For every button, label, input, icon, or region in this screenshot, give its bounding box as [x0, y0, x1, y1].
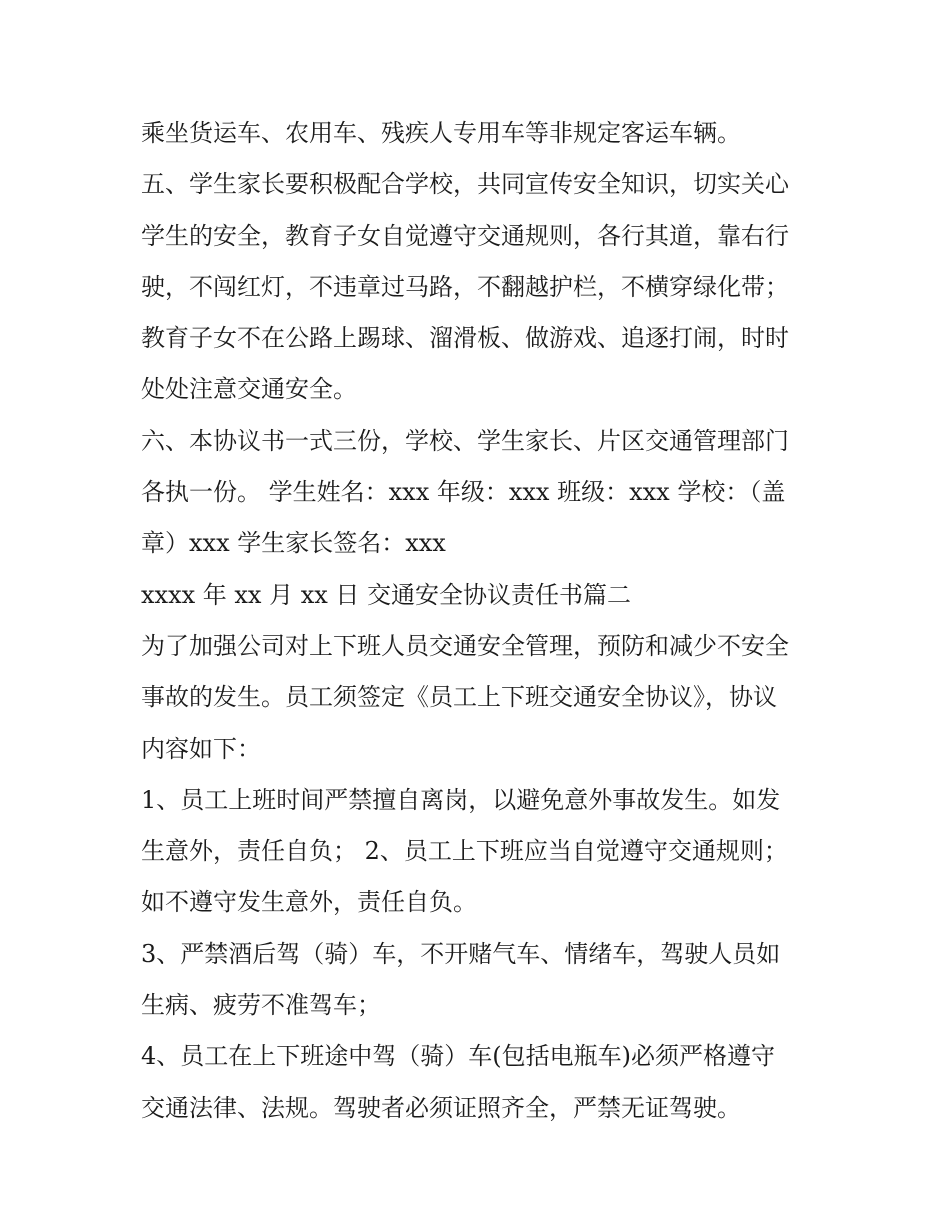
text-line: 事故的发生。员工须签定《员工上下班交通安全协议》，协议: [141, 683, 777, 712]
text-line: 生意外，责任自负； 2、员工上下班应当自觉遵守交通规则；: [141, 837, 788, 866]
text-line: 生病、疲劳不准驾车；: [141, 991, 381, 1020]
text-line: 1、员工上班时间严禁擅自离岗，以避免意外事故发生。如发: [141, 785, 781, 814]
text-line: 各执一份。 学生姓名：xxx 年级：xxx 班级：xxx 学校：（盖: [141, 478, 786, 507]
document-body: [141, 108, 831, 1134]
text-line: 五、学生家长要积极配合学校，共同宣传安全知识，切实关心: [141, 170, 789, 199]
text-line: 3、严禁酒后驾（骑）车，不开赌气车、情绪车，驾驶人员如: [141, 939, 781, 968]
section-heading: xxxx 年 xx 月 xx 日 交通安全协议责任书篇二: [141, 580, 632, 609]
text-line: 六、本协议书一式三份，学校、学生家长、片区交通管理部门: [141, 426, 789, 455]
text-line: 内容如下：: [141, 734, 261, 763]
text-line: 4、员工在上下班途中驾（骑）车(包括电瓶车)必须严格遵守: [141, 1042, 775, 1071]
text-line: 处处注意交通安全。: [141, 375, 357, 404]
text-line: 交通法律、法规。驾驶者必须证照齐全，严禁无证驾驶。: [141, 1093, 741, 1122]
text-line: 驶，不闯红灯，不违章过马路，不翻越护栏，不横穿绿化带；: [141, 272, 789, 301]
text-line: 为了加强公司对上下班人员交通安全管理，预防和减少不安全: [141, 631, 789, 660]
text-line: 章）xxx 学生家长签名：xxx: [141, 529, 446, 558]
text-line: 如不遵守发生意外，责任自负。: [141, 888, 477, 917]
text-line: 教育子女不在公路上踢球、溜滑板、做游戏、追逐打闹，时时: [141, 324, 789, 353]
text-line: 乘坐货运车、农用车、残疾人专用车等非规定客运车辆。: [141, 119, 741, 147]
text-line: 学生的安全，教育子女自觉遵守交通规则，各行其道，靠右行: [141, 221, 789, 250]
